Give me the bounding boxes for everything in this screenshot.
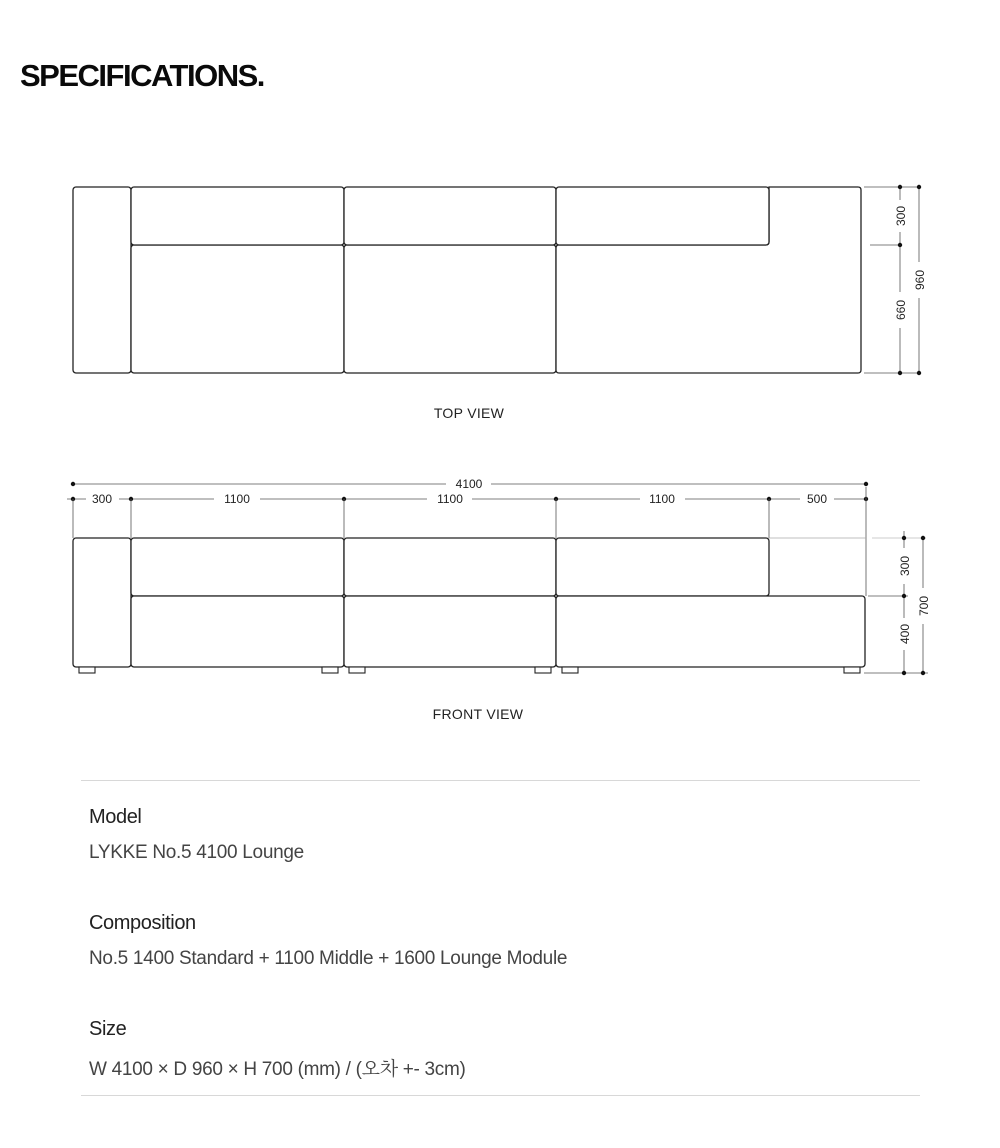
spec-composition bbox=[89, 912, 567, 970]
sofa-foot bbox=[844, 667, 860, 673]
top-view-seat-2 bbox=[344, 245, 556, 373]
top-view-dim-seat: 660 bbox=[894, 299, 908, 321]
front-view-seat-1 bbox=[131, 596, 344, 667]
top-view-dim-back: 300 bbox=[894, 205, 908, 227]
front-view-dim-module2: 1100 bbox=[437, 492, 463, 506]
page-title: SPECIFICATIONS. bbox=[20, 58, 264, 93]
sofa-foot bbox=[349, 667, 365, 673]
front-view-seat-2 bbox=[344, 596, 556, 667]
front-view-dim-height: 700 bbox=[917, 595, 931, 617]
spec-value: No.5 1400 Standard + 1100 Middle + 1600 Lounge Module bbox=[89, 948, 568, 969]
sofa-foot bbox=[79, 667, 95, 673]
top-view-dim-depth: 960 bbox=[913, 269, 927, 291]
front-view-dim-module3: 1100 bbox=[649, 492, 675, 506]
front-view-dim-arm: 300 bbox=[91, 492, 113, 506]
front-view-armrest bbox=[73, 538, 131, 667]
front-view-feet bbox=[79, 667, 860, 673]
spec-label: Composition bbox=[89, 912, 196, 934]
spec-value: LYKKE No.5 4100 Lounge bbox=[89, 842, 304, 863]
top-view-backrest-1 bbox=[131, 187, 344, 245]
front-view-backrest-3 bbox=[556, 538, 769, 596]
sofa-foot bbox=[562, 667, 578, 673]
front-view-caption: FRONT VIEW bbox=[432, 706, 524, 722]
top-view-armrest bbox=[73, 187, 131, 373]
spec-model bbox=[89, 806, 304, 864]
front-view-dim-total: 4100 bbox=[455, 477, 483, 491]
top-view-backrest-3 bbox=[556, 187, 769, 245]
front-view-backrest-1 bbox=[131, 538, 344, 596]
sofa-foot bbox=[535, 667, 551, 673]
top-view-backrest-2 bbox=[344, 187, 556, 245]
front-view-sofa bbox=[73, 538, 865, 667]
spec-label: Model bbox=[89, 806, 142, 828]
spec-label: Size bbox=[89, 1018, 127, 1040]
top-view-sofa bbox=[73, 187, 861, 373]
front-view-seat-3 bbox=[556, 596, 865, 667]
front-view-backrest-2 bbox=[344, 538, 556, 596]
spec-value: W 4100 × D 960 × H 700 (mm) / (오차 +- 3cm) bbox=[89, 1059, 466, 1080]
front-view-dim-end: 500 bbox=[806, 492, 828, 506]
front-view-dim-back: 300 bbox=[898, 555, 912, 577]
spec-size bbox=[89, 1018, 466, 1081]
front-view-dim-seat: 400 bbox=[898, 623, 912, 645]
top-view-seat-1 bbox=[131, 245, 344, 373]
sofa-foot bbox=[322, 667, 338, 673]
top-view-caption: TOP VIEW bbox=[433, 405, 505, 421]
divider-top bbox=[81, 780, 920, 781]
front-view-dim-module1: 1100 bbox=[224, 492, 250, 506]
divider-bottom bbox=[81, 1095, 920, 1096]
